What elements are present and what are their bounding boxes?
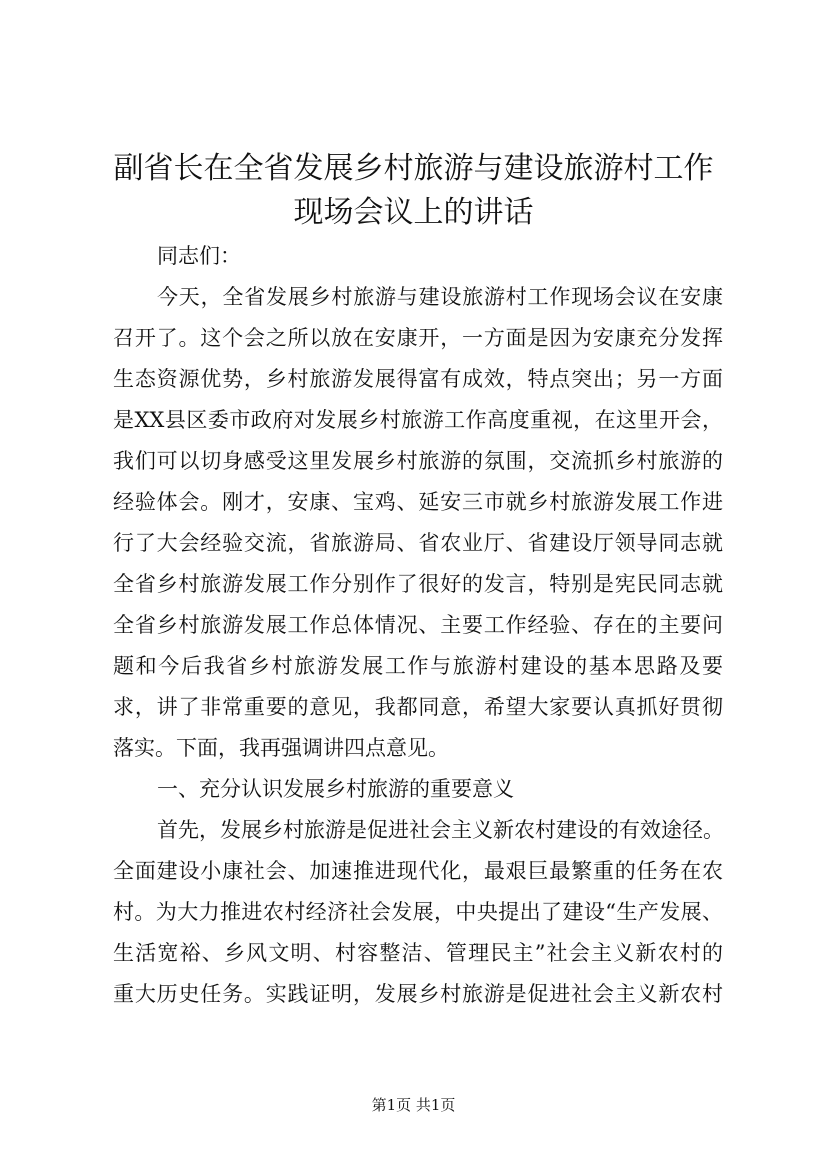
- section-heading: 一、充分认识发展乡村旅游的重要意义: [157, 777, 514, 801]
- paragraph-line: 是XX县区委市政府对发展乡村旅游工作高度重视，在这里开会，: [113, 408, 723, 432]
- document-body: [113, 236, 723, 1015]
- document-title-line-1: 副省长在全省发展乡村旅游与建设旅游村工作: [113, 151, 714, 186]
- paragraph-line: 题和今后我省乡村旅游发展工作与旅游村建设的基本思路及要: [113, 654, 723, 678]
- document-title-line-2: 现场会议上的讲话: [293, 195, 534, 230]
- paragraph-line: 落实。下面，我再强调讲四点意见。: [113, 736, 449, 760]
- paragraph-line: 今天，全省发展乡村旅游与建设旅游村工作现场会议在安康: [157, 285, 723, 309]
- paragraph-line: 生活宽裕、乡风文明、村容整洁、管理民主”社会主义新农村的: [113, 941, 723, 965]
- salutation: 同志们：: [157, 244, 241, 268]
- paragraph-line: 行了大会经验交流，省旅游局、省农业厅、省建设厅领导同志就: [113, 531, 723, 555]
- paragraph-line: 重大历史任务。实践证明，发展乡村旅游是促进社会主义新农村: [113, 982, 723, 1006]
- paragraph-line: 我们可以切身感受这里发展乡村旅游的氛围，交流抓乡村旅游的: [113, 449, 723, 473]
- paragraph-line: 全省乡村旅游发展工作分别作了很好的发言，特别是宪民同志就: [113, 572, 723, 596]
- paragraph-line: 首先，发展乡村旅游是促进社会主义新农村建设的有效途径。: [157, 818, 724, 842]
- paragraph-line: 召开了。这个会之所以放在安康开，一方面是因为安康充分发挥: [113, 326, 723, 350]
- paragraph-line: 求，讲了非常重要的意见，我都同意，希望大家要认真抓好贯彻: [113, 695, 723, 719]
- paragraph-line: 全省乡村旅游发展工作总体情况、主要工作经验、存在的主要问: [113, 613, 723, 637]
- paragraph-line: 经验体会。刚才，安康、宝鸡、延安三市就乡村旅游发展工作进: [113, 490, 723, 514]
- paragraph-line: 全面建设小康社会、加速推进现代化，最艰巨最繁重的任务在农: [113, 859, 723, 883]
- paragraph-line: 生态资源优势，乡村旅游发展得富有成效，特点突出；另一方面: [113, 367, 723, 391]
- paragraph-line: 村。为大力推进农村经济社会发展，中央提出了建设“生产发展、: [113, 900, 723, 924]
- page-number-footer: 第1页 共1页: [371, 1096, 456, 1114]
